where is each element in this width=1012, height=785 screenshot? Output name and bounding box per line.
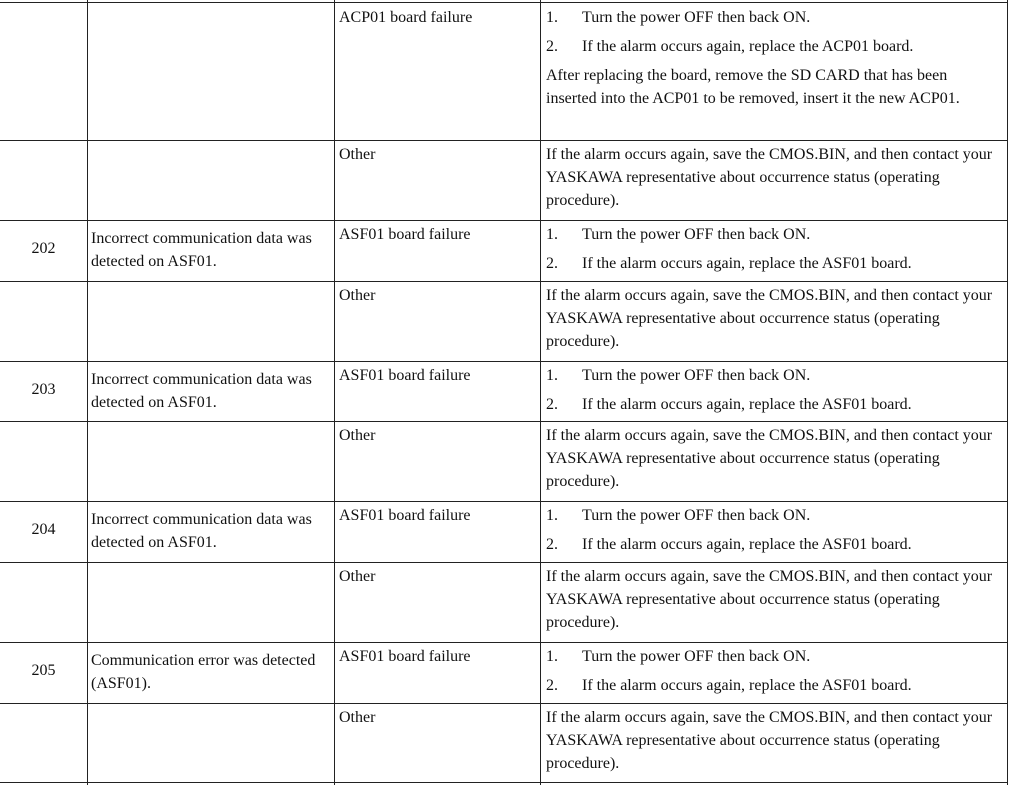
step-text: Turn the power OFF then back ON.: [582, 367, 811, 384]
remedy-step: [546, 504, 1001, 533]
step-text: If the alarm occurs again, replace the ASF01 board.: [582, 255, 912, 272]
cause-cell: ASF01 board failure: [339, 507, 471, 524]
table-rule: [0, 642, 1008, 643]
remedy-cell: [546, 565, 1001, 634]
table-rule: [0, 501, 1008, 502]
remedy-step: [546, 223, 1001, 252]
step-text: If the alarm occurs again, replace the ASF01 board.: [582, 677, 912, 694]
table-rule: [0, 782, 1008, 783]
remedy-cell: [546, 706, 1001, 775]
alarm-message: Incorrect communication data was detected on ASF01.: [91, 230, 312, 270]
step-text: If the alarm occurs again, replace the ASF01 board.: [582, 536, 912, 553]
remedy-paragraph: If the alarm occurs again, save the CMOS.BIN, and then contact your YASKAWA representative about occurrence status (operating procedure).: [546, 427, 993, 490]
alarm-number: 202: [31, 240, 56, 257]
step-number: 2.: [546, 255, 558, 272]
remedy-cell: [546, 223, 1001, 281]
step-number: 1.: [546, 507, 558, 524]
remedy-cell: [546, 424, 1001, 493]
step-number: 2.: [546, 38, 558, 55]
table-rule: [0, 281, 1008, 282]
column-rule: [1007, 0, 1008, 785]
cause-cell: ASF01 board failure: [339, 367, 471, 384]
remedy-paragraph: If the alarm occurs again, save the CMOS.BIN, and then contact your YASKAWA representative about occurrence status (operating procedure).: [546, 709, 993, 772]
step-number: 1.: [546, 9, 558, 26]
remedy-step: [546, 364, 1001, 393]
table-rule: [0, 562, 1008, 563]
cause-cell: Other: [339, 568, 376, 585]
column-rule: [87, 0, 88, 785]
cause-cell: Other: [339, 709, 376, 726]
remedy-cell: [546, 143, 1001, 212]
remedy-paragraph: If the alarm occurs again, save the CMOS.BIN, and then contact your YASKAWA representative about occurrence status (operating procedure).: [546, 287, 993, 350]
remedy-paragraph: If the alarm occurs again, save the CMOS.BIN, and then contact your YASKAWA representative about occurrence status (operating procedure).: [546, 568, 993, 631]
alarm-message: Communication error was detected (ASF01).: [91, 652, 316, 692]
alarm-message: Incorrect communication data was detected on ASF01.: [91, 371, 312, 411]
cause-cell: ASF01 board failure: [339, 648, 471, 665]
alarm-number: 205: [31, 662, 56, 679]
column-rule: [540, 0, 541, 785]
step-text: If the alarm occurs again, replace the ASF01 board.: [582, 396, 912, 413]
remedy-step: [546, 674, 1001, 703]
step-number: 2.: [546, 536, 558, 553]
cause-cell: ASF01 board failure: [339, 226, 471, 243]
remedy-paragraph: If the alarm occurs again, save the CMOS.BIN, and then contact your YASKAWA representative about occurrence status (operating procedure).: [546, 146, 993, 209]
table-rule: [0, 220, 1008, 221]
step-text: Turn the power OFF then back ON.: [582, 226, 811, 243]
step-number: 2.: [546, 677, 558, 694]
table-rule: [0, 421, 1008, 422]
remedy-step: [546, 533, 1001, 562]
cause-cell: Other: [339, 146, 376, 163]
alarm-message: Incorrect communication data was detected on ASF01.: [91, 511, 312, 551]
cause-cell: Other: [339, 287, 376, 304]
alarm-number: 204: [31, 521, 56, 538]
remedy-step: [546, 6, 1001, 35]
remedy-step: [546, 35, 1001, 64]
remedy-step: [546, 252, 1001, 281]
step-number: 1.: [546, 367, 558, 384]
remedy-cell: [546, 284, 1001, 353]
table-rule: [0, 2, 1008, 3]
step-text: Turn the power OFF then back ON.: [582, 9, 811, 26]
cause-cell: ACP01 board failure: [339, 9, 473, 26]
remedy-paragraph: After replacing the board, remove the SD CARD that has been inserted into the ACP01 to be removed, insert it the new ACP01.: [546, 67, 960, 107]
remedy-step: [546, 393, 1001, 422]
alarm-number: 203: [31, 381, 56, 398]
table-rule: [0, 361, 1008, 362]
step-number: 2.: [546, 396, 558, 413]
remedy-cell: [546, 364, 1001, 422]
remedy-step: [546, 645, 1001, 674]
remedy-cell: [546, 6, 1001, 110]
table-rule: [0, 140, 1008, 141]
step-text: If the alarm occurs again, replace the ACP01 board.: [582, 38, 914, 55]
remedy-cell: [546, 504, 1001, 562]
step-number: 1.: [546, 226, 558, 243]
cause-cell: Other: [339, 427, 376, 444]
remedy-cell: [546, 645, 1001, 703]
step-number: 1.: [546, 648, 558, 665]
step-text: Turn the power OFF then back ON.: [582, 507, 811, 524]
step-text: Turn the power OFF then back ON.: [582, 648, 811, 665]
column-rule: [334, 0, 335, 785]
table-rule: [0, 703, 1008, 704]
